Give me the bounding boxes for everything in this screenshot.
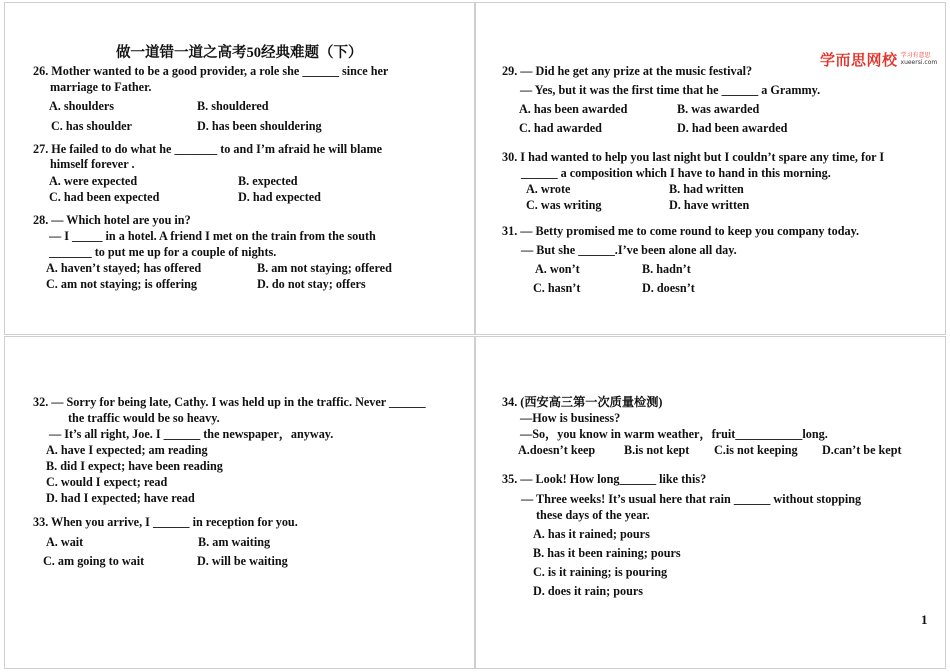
q30-option-d: D. have written bbox=[669, 198, 750, 212]
q30-option-b: B. had written bbox=[669, 182, 744, 196]
logo-tagline: 学习有意思 bbox=[900, 52, 931, 59]
q33-option-a: A. wait bbox=[46, 535, 84, 549]
q34-option-a: A.doesn’t keep bbox=[518, 443, 596, 457]
q28-option-d: D. do not stay; offers bbox=[257, 277, 366, 291]
logo-url: xueersi.com bbox=[900, 59, 938, 66]
logo-name: 学而思网校 bbox=[820, 50, 898, 69]
q35-stem-line2: — Three weeks! It’s usual here that rain ______ without stopping bbox=[521, 492, 862, 506]
q33-stem-line1: 33. When you arrive, I ______ in reception for you. bbox=[33, 515, 298, 529]
q31-option-c: C. hasn’t bbox=[533, 281, 581, 295]
q27-option-c: C. had been expected bbox=[49, 190, 160, 204]
q29-option-d: D. had been awarded bbox=[677, 121, 788, 135]
q34-stem-line1: 34. (西安高三第一次质量检测) bbox=[502, 395, 663, 409]
q32-stem-line3: — It’s all right, Joe. I ______ the newspaper，anyway. bbox=[49, 427, 334, 441]
q35-option-a: A. has it rained; pours bbox=[533, 527, 650, 541]
q32-stem-line1: 32. — Sorry for being late, Cathy. I was held up in the traffic. Never ______ bbox=[33, 395, 426, 409]
q33-option-c: C. am going to wait bbox=[43, 554, 145, 568]
q30-stem-line2: ______ a composition which I have to hand in this morning. bbox=[521, 166, 831, 180]
q26-stem-line1: 26. Mother wanted to be a good provider, a role she ______ since her bbox=[33, 64, 389, 78]
q33-option-b: B. am waiting bbox=[198, 535, 271, 549]
q34-option-c: C.is not keeping bbox=[714, 443, 798, 457]
q31-stem-line1: 31. — Betty promised me to come round to keep you company today. bbox=[502, 224, 860, 238]
q26-option-b: B. shouldered bbox=[197, 99, 269, 113]
q31-option-d: D. doesn’t bbox=[642, 281, 695, 295]
q28-option-c: C. am not staying; is offering bbox=[46, 277, 197, 291]
q33-option-d: D. will be waiting bbox=[197, 554, 288, 568]
q34-stem-line2: —How is business? bbox=[520, 411, 621, 425]
q27-stem-line1: 27. He failed to do what he _______ to and I’m afraid he will blame bbox=[33, 142, 383, 156]
page-number: 1 bbox=[921, 612, 928, 627]
q35-option-b: B. has it been raining; pours bbox=[533, 546, 681, 560]
q30-stem-line1: 30. I had wanted to help you last night but I couldn’t spare any time, for I bbox=[502, 150, 885, 164]
q26-stem-line2: marriage to Father. bbox=[50, 80, 152, 94]
q35-stem-line3: these days of the year. bbox=[536, 508, 650, 522]
q31-option-b: B. hadn’t bbox=[642, 262, 691, 276]
q28-option-b: B. am not staying; offered bbox=[257, 261, 392, 275]
q34-stem-line3: —So，you know in warm weather，fruit___________long. bbox=[520, 427, 828, 441]
q31-stem-line2: — But she ______.I’ve been alone all day. bbox=[521, 243, 737, 257]
q35-option-c: C. is it raining; is pouring bbox=[533, 565, 668, 579]
q29-option-a: A. has been awarded bbox=[519, 102, 628, 116]
q34-option-b: B.is not kept bbox=[624, 443, 690, 457]
q31-option-a: A. won’t bbox=[535, 262, 580, 276]
q26-option-d: D. has been shouldering bbox=[197, 119, 322, 133]
q30-option-c: C. was writing bbox=[526, 198, 602, 212]
page-title: 做一道错一道之高考50经典难题（下） bbox=[116, 45, 363, 61]
brand-logo bbox=[820, 48, 937, 70]
q27-stem-line2: himself forever . bbox=[50, 157, 135, 171]
q30-option-a: A. wrote bbox=[526, 182, 571, 196]
q32-option-a: A. have I expected; am reading bbox=[46, 443, 208, 457]
q29-stem-line1: 29. — Did he get any prize at the music festival? bbox=[502, 64, 753, 78]
q28-option-a: A. haven’t stayed; has offered bbox=[46, 261, 202, 275]
q28-stem-line1: 28. — Which hotel are you in? bbox=[33, 213, 191, 227]
q35-option-d: D. does it rain; pours bbox=[533, 584, 644, 598]
q27-option-d: D. had expected bbox=[238, 190, 321, 204]
q32-stem-line2: the traffic would be so heavy. bbox=[68, 411, 220, 425]
q32-option-c: C. would I expect; read bbox=[46, 475, 168, 489]
q27-option-a: A. were expected bbox=[49, 174, 138, 188]
q28-stem-line3: _______ to put me up for a couple of nights. bbox=[49, 245, 277, 259]
q27-option-b: B. expected bbox=[238, 174, 298, 188]
q32-option-d: D. had I expected; have read bbox=[46, 491, 195, 505]
q29-option-c: C. had awarded bbox=[519, 121, 602, 135]
q29-option-b: B. was awarded bbox=[677, 102, 760, 116]
q34-option-d: D.can’t be kept bbox=[822, 443, 902, 457]
q32-option-b: B. did I expect; have been reading bbox=[46, 459, 223, 473]
q35-stem-line1: 35. — Look! How long______ like this? bbox=[502, 472, 707, 486]
q29-stem-line2: — Yes, but it was the first time that he ______ a Grammy. bbox=[520, 83, 821, 97]
q26-option-c: C. has shoulder bbox=[51, 119, 132, 133]
q28-stem-line2: — I _____ in a hotel. A friend I met on the train from the south bbox=[49, 229, 376, 243]
q26-option-a: A. shoulders bbox=[49, 99, 115, 113]
